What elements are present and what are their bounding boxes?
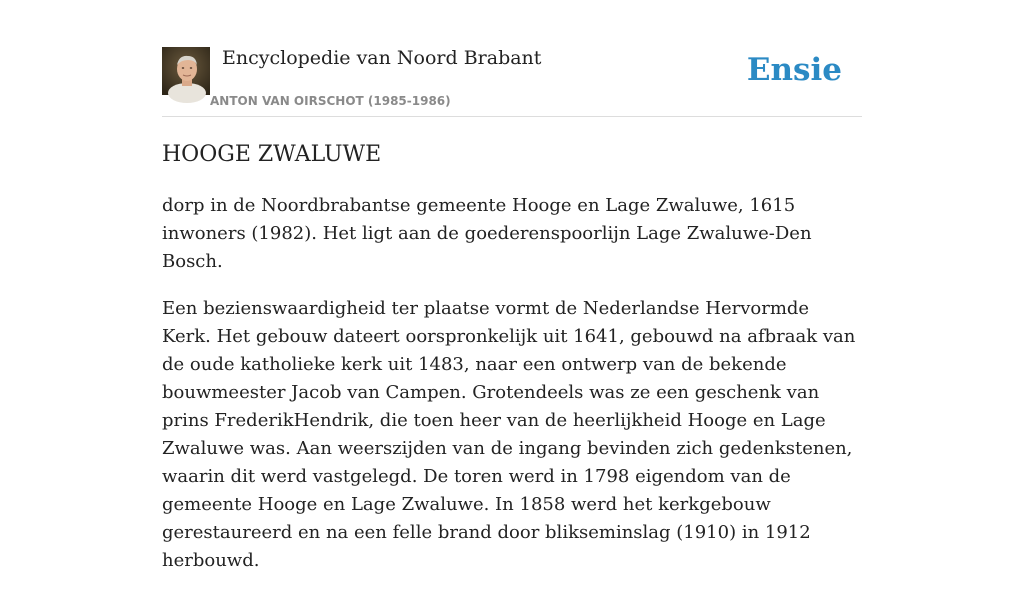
- author-name[interactable]: ANTON VAN OIRSCHOT (1985-1986): [210, 94, 451, 108]
- article-body: [162, 192, 862, 594]
- source-title[interactable]: Encyclopedie van Noord Brabant: [222, 47, 542, 69]
- author-avatar[interactable]: [162, 47, 210, 95]
- brand-logo[interactable]: Ensie: [746, 52, 842, 88]
- article-paragraph: dorp in de Noordbrabantse gemeente Hooge en Lage Zwaluwe, 1615 inwoners (1982). Het ligt aan de goederenspoorlijn Lage Zwaluwe-Den Bosch.: [162, 195, 812, 272]
- author-portrait-icon: [162, 47, 210, 95]
- article-title: HOOGE ZWALUWE: [162, 142, 382, 167]
- article-paragraph: Een bezienswaardigheid ter plaatse vormt de Nederlandse Hervormde Kerk. Het gebouw dateert oorspronkelijk uit 1641, gebouwd na afbraak van de oude katholieke kerk uit 1483, naar een ontwerp van de bekende bouwmeester Jacob van Campen. Grotendeels was ze een geschenk van prins FrederikHendrik, die toen heer van de heerlijkheid Hooge en Lage Zwaluwe was. Aan weerszijden van de ingang bevinden zich gedenkstenen, waarin dit werd vastgelegd. De toren werd in 1798 eigendom van de gemeente Hooge en Lage Zwaluwe. In 1858 werd het kerkgebouw gerestaureerd en na een felle brand door blikseminslag (1910) in 1912 herbouwd.: [162, 298, 856, 571]
- header: [162, 46, 862, 117]
